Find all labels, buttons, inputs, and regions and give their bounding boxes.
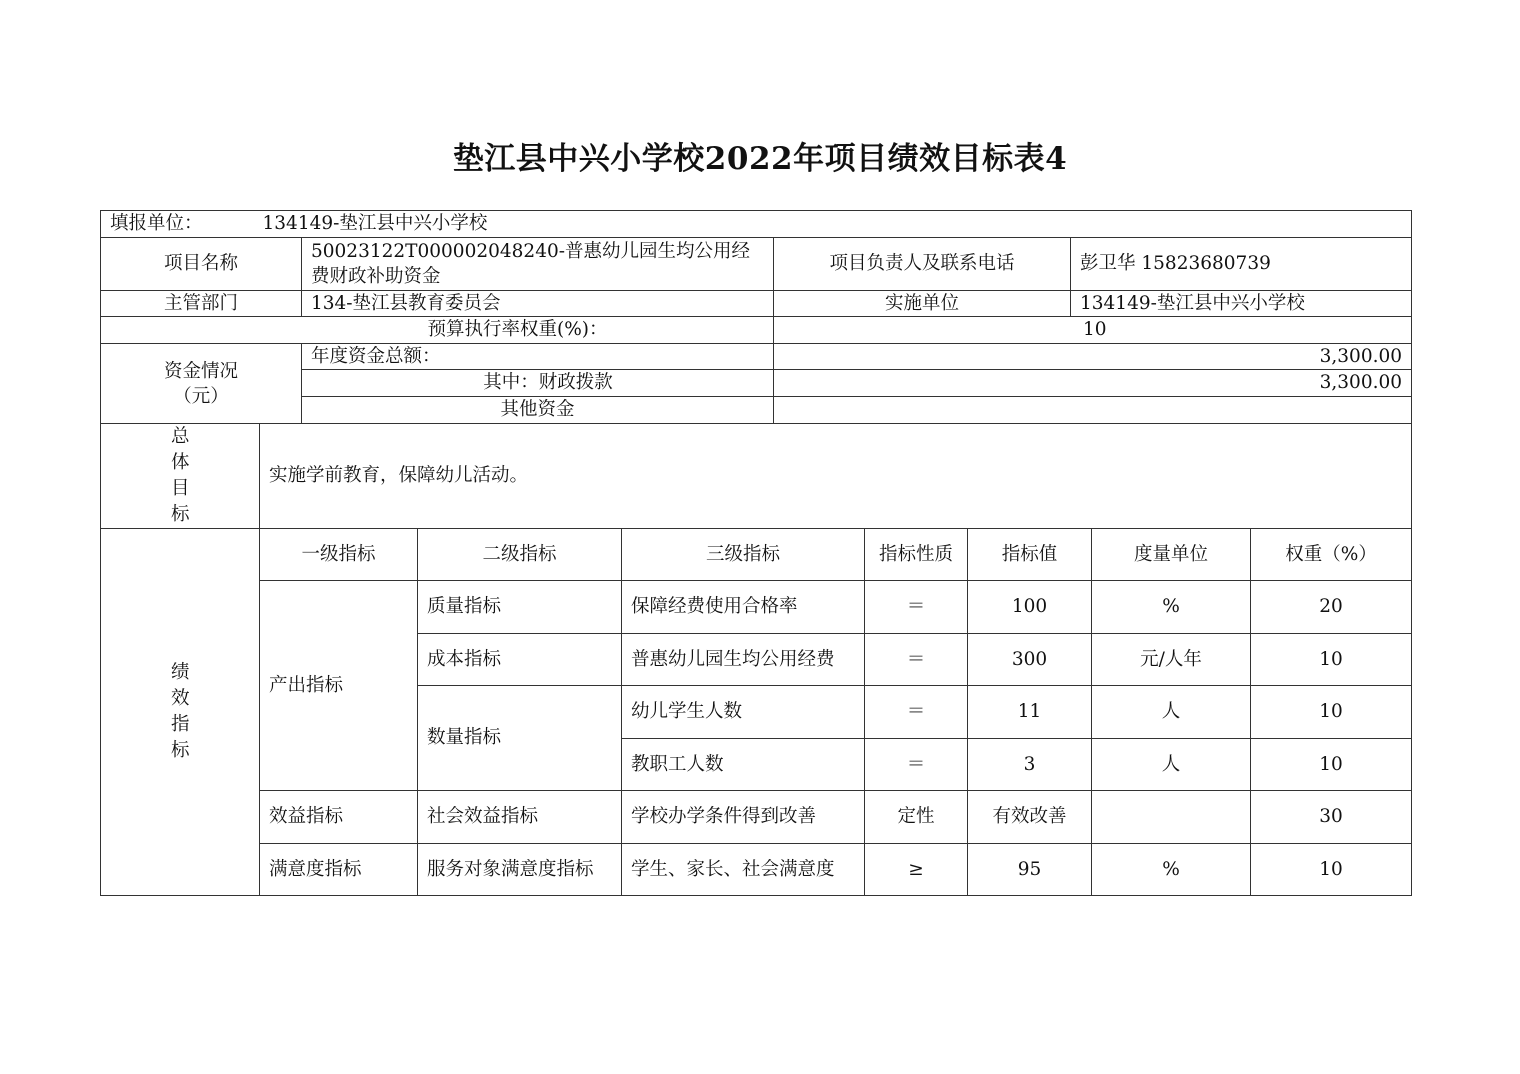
unit-cell: % [1092,581,1251,634]
level1-cell: 满意度指标 [260,844,418,896]
nature-cell: 定性 [865,791,968,844]
level2-cell: 成本指标 [418,634,622,686]
fund-total-label: 年度资金总额： [302,344,774,370]
leader-label: 项目负责人及联系电话 [774,238,1071,291]
fund-total-value: 3,300.00 [774,344,1412,370]
unit-cell: 人 [1092,739,1251,791]
value-cell: 95 [968,844,1092,896]
col-header-level3: 三级指标 [622,529,865,581]
unit-cell: 元/人年 [1092,634,1251,686]
goal-value: 实施学前教育，保障幼儿活动。 [260,424,1412,529]
weight-cell: 20 [1251,581,1412,634]
weight-cell: 30 [1251,791,1412,844]
leader-value: 彭卫华 15823680739 [1071,238,1412,291]
indicator-table [100,423,1412,896]
fill-unit-row [101,211,1412,238]
col-header-level2: 二级指标 [418,529,622,581]
fill-unit-label: 填报单位： [110,213,203,234]
value-cell: 100 [968,581,1092,634]
dept-label: 主管部门 [101,291,302,317]
col-header-value: 指标值 [968,529,1092,581]
value-cell: 3 [968,739,1092,791]
level3-cell: 保障经费使用合格率 [622,581,865,634]
level2-cell: 数量指标 [418,686,622,791]
goal-label-text: 总体目标 [171,426,190,525]
nature-cell: ＝ [865,581,968,634]
fund-fiscal-value: 3,300.00 [774,370,1412,397]
fund-other-value [774,397,1412,424]
level2-cell: 社会效益指标 [418,791,622,844]
value-cell: 11 [968,686,1092,739]
level3-cell: 学生、家长、社会满意度 [622,844,865,896]
fill-unit-value: 134149-垫江县中兴小学校 [262,213,488,234]
level3-cell: 普惠幼儿园生均公用经费 [622,634,865,686]
dept-value: 134-垫江县教育委员会 [302,291,774,317]
fund-other-label: 其他资金 [302,397,774,424]
impl-label: 实施单位 [774,291,1071,317]
col-header-level1: 一级指标 [260,529,418,581]
indicator-section-text: 绩效指标 [171,662,190,761]
level2-cell: 质量指标 [418,581,622,634]
nature-cell: ≥ [865,844,968,896]
project-name-label: 项目名称 [101,238,302,291]
weight-cell: 10 [1251,844,1412,896]
col-header-unit: 度量单位 [1092,529,1251,581]
nature-cell: ＝ [865,686,968,739]
col-header-nature: 指标性质 [865,529,968,581]
unit-cell [1092,791,1251,844]
value-cell: 300 [968,634,1092,686]
fund-label: 资金情况（元） [101,344,302,424]
fund-fiscal-label: 其中：财政拨款 [302,370,774,397]
weight-cell: 10 [1251,739,1412,791]
budget-rate-value: 10 [1083,319,1107,340]
table-row [101,581,1412,634]
nature-cell: ＝ [865,634,968,686]
budget-rate-value-cell [774,317,1412,344]
level3-cell: 教职工人数 [622,739,865,791]
unit-cell: % [1092,844,1251,896]
col-header-weight: 权重（%） [1251,529,1412,581]
unit-cell: 人 [1092,686,1251,739]
table-row [101,791,1412,844]
level3-cell: 幼儿学生人数 [622,686,865,739]
level1-cell: 效益指标 [260,791,418,844]
project-info-table [100,210,1412,424]
project-name-value: 50023122T000002048240-普惠幼儿园生均公用经费财政补助资金 [302,238,774,291]
value-cell: 有效改善 [968,791,1092,844]
nature-cell: ＝ [865,739,968,791]
budget-rate-label: 预算执行率权重(%)： [101,317,774,344]
page-title: 垫江县中兴小学校2022年项目绩效目标表4 [452,141,1068,177]
weight-cell: 10 [1251,634,1412,686]
level3-cell: 学校办学条件得到改善 [622,791,865,844]
level2-cell: 服务对象满意度指标 [418,844,622,896]
impl-value: 134149-垫江县中兴小学校 [1071,291,1412,317]
weight-cell: 10 [1251,686,1412,739]
indicator-section-label [101,529,260,896]
goal-label [101,424,260,529]
level1-output: 产出指标 [260,581,418,791]
table-row [101,844,1412,896]
